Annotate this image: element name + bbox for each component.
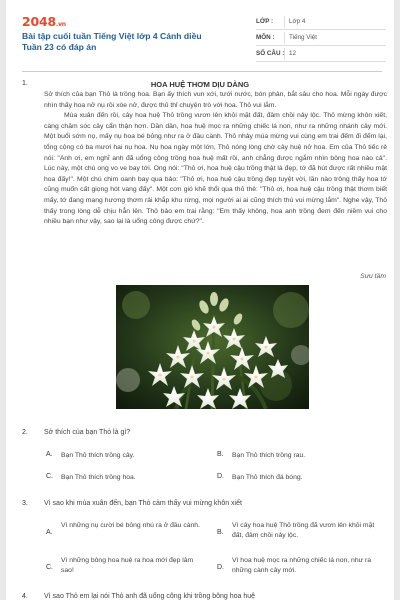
question-2-text: Sở thích của bạn Thỏ là gì?	[44, 429, 131, 436]
passage-source: Sưu tầm	[360, 273, 386, 280]
q3-option-a[interactable]: Vì những nụ cười bé bỏng nhú ra ở đầu cành.	[61, 522, 200, 529]
document-title: Bài tập cuối tuần Tiếng Việt lớp 4 Cánh diều Tuần 23 có đáp án	[22, 31, 202, 52]
meta-subject-value: Tiếng Việt	[289, 34, 318, 41]
q2-option-c[interactable]: Bạn Thỏ thích trồng hoa.	[61, 474, 136, 481]
q3-option-d[interactable]: Vì hoa huệ mọc ra những chiếc lá non, như ra những cành cây mới.	[232, 557, 372, 574]
site-logo[interactable]: 2048.vn	[22, 14, 66, 29]
q2-option-a[interactable]: Bạn Thỏ thích trồng cây.	[61, 452, 135, 459]
passage-title: HOA HUỆ THƠM DỊU DÀNG	[150, 80, 250, 89]
question-3-text: Vì sao khi mùa xuân đến, bạn Thỏ cảm thấy vui mừng khôn xiết	[44, 500, 242, 507]
q3-option-c-letter[interactable]: C.	[46, 564, 53, 571]
meta-class-label: LỚP :	[256, 18, 274, 25]
passage-paragraph: Sở thích của bạn Thỏ là trồng hoa. Bạn ấy thích vun xới, tưới nước, bón phân, bắt sâu cho hoa. Mỗi ngày được nhìn thấy hoa nở nụ rồi xòe nở, được thủ thỉ chuyện trò với hoa. Thỏ vui lắm.	[44, 91, 387, 109]
meta-subject	[256, 30, 386, 46]
q2-option-d-letter[interactable]: D.	[217, 473, 224, 480]
q2-option-c-letter[interactable]: C.	[46, 473, 53, 480]
passage-paragraph: Mùa xuân đến rồi, cây hoa huệ Thỏ trồng vươn lên khỏi mặt đất, đâm chồi nảy lộc. Thỏ mừng khôn xiết, càng chăm sóc cây cẩn thận hơn. Dần dần, hoa huệ mọc ra những chiếc lá non, như ra những nhánh cây mới. Một buổi sớm nọ, mấy nụ hoa bé bỏng như ra ở đầu cành. Thỏ nhảy múa mừng vui cùng em trai đếm đi đếm lại, tổng cộng có ba mươi hai nụ hoa. Nụ hoa ngày một lớn, Thỏ nóng lòng chờ cây huệ nở hoa. Em của Thỏ tiếc rẻ nói: "Anh ơi, em nghĩ anh đã uổng công trồng hoa huệ mất rồi, anh chẳng được ngắm nhìn bông hoa nào cả". Lúc này, một chú ong vo ve bay tới. Ong nói: "Thỏ ơi, hoa huệ cậu trồng thật là đẹp, tớ đã hút được rất nhiều mật hoa đấy!". Một chú chim oanh bay qua bảo: "Thỏ ơi, hoa huệ cậu trồng đẹp tuyệt vời, lần nào trông thấy hoa tớ cũng muốn cất giọng hót vang đấy". Một cơn gió khẽ thổi qua thỏ thẻ: "Thỏ ơi, hoa huệ cậu trồng thật thơm biết mấy, tớ đang mang hương thơm rải khắp khu rừng, mọi người ai ai cũng thích thú vui mừng lắm". Nghe vậy, Thỏ thấy trong lòng dễ chịu hẳn lên. Thỏ bảo em trai rằng: "Em thấy không, hoa anh trồng đem đến niềm vui cho nhiều bạn như vậy, sao lại là uổng công được chứ?".	[44, 112, 387, 226]
meta-count-label: SỐ CÂU :	[256, 50, 285, 57]
header-divider	[22, 71, 382, 72]
meta-subject-label: MÔN :	[256, 34, 275, 41]
tuberose-flowers-image	[116, 285, 309, 409]
q3-option-d-letter[interactable]: D.	[217, 564, 224, 571]
question-1-number: 1.	[22, 80, 28, 87]
q2-option-d[interactable]: Bạn Thỏ thích đá bóng.	[232, 474, 303, 481]
q3-option-c[interactable]: Vì những bông hoa huệ ra hoa mới đẹp lâm sao!	[61, 557, 194, 574]
meta-class	[256, 14, 386, 30]
worksheet-header	[6, 0, 394, 67]
worksheet-page	[6, 0, 394, 600]
q3-option-b-letter[interactable]: B.	[217, 529, 224, 536]
meta-class-value: Lớp 4	[289, 18, 306, 25]
q2-option-b-letter[interactable]: B.	[217, 451, 224, 458]
q3-option-b[interactable]: Vì cây hoa huệ Thỏ trồng đã vươn lên khỏi mặt đất, đâm chồi nảy lộc.	[232, 522, 375, 539]
question-4-text: Vì sao Thỏ em lại nói Thỏ anh đã uổng công khi trồng bông hoa huệ	[44, 593, 256, 600]
q2-option-a-letter[interactable]: A.	[46, 451, 53, 458]
q3-option-a-letter[interactable]: A.	[46, 529, 53, 536]
meta-count-value: 12	[289, 50, 297, 57]
q2-option-b[interactable]: Bạn Thỏ thích trồng rau.	[232, 452, 306, 459]
meta-question-count	[256, 46, 386, 62]
question-2-number: 2.	[22, 429, 28, 436]
reading-passage	[44, 90, 387, 228]
question-3-number: 3.	[22, 500, 28, 507]
question-4-number: 4.	[22, 593, 28, 600]
